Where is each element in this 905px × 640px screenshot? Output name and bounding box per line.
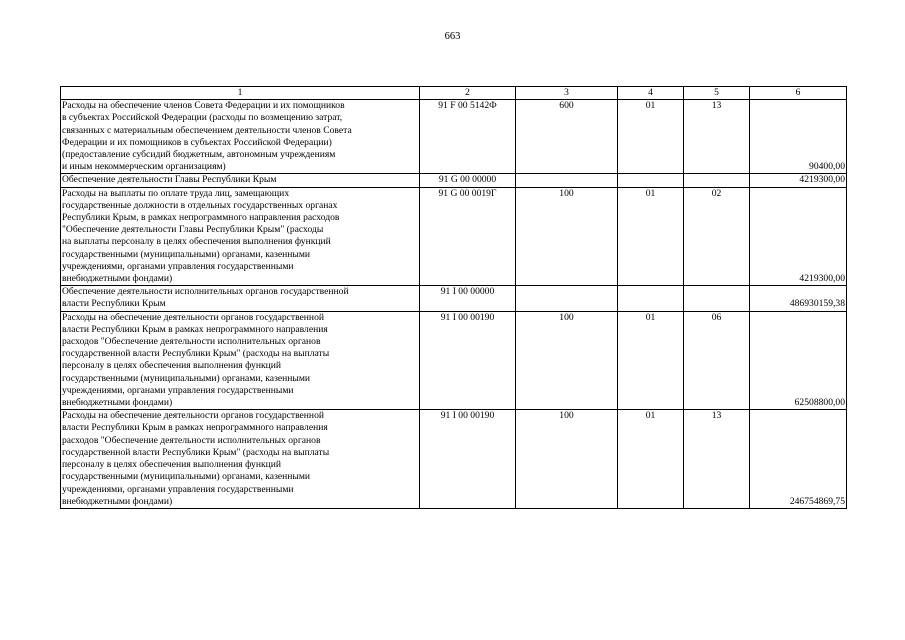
table-header-row: [61, 87, 847, 100]
table-row: [61, 187, 847, 286]
budget-table: [60, 86, 847, 509]
expense-name-cell: Расходы на обеспечение деятельности органов государственной власти Республики Крым в рамках непрограммного направления расходов "Обеспечение деятельности исполнительных органов государственной власти Республики Крым" (расходы на выплаты персоналу в целях обеспечения выполнения функций государственными (муниципальными) органами, казенными учреждениями, органами управления государственными внебюджетными фондами): [61, 410, 420, 509]
target-code-cell: 91 F 00 5142Ф: [420, 100, 516, 174]
section-cell: [618, 286, 684, 311]
header-cell: 5: [684, 87, 750, 100]
expense-name-cell: Обеспечение деятельности Главы Республики Крым: [61, 174, 420, 187]
subsection-cell: 02: [684, 187, 750, 286]
expense-name-cell: Расходы на выплаты по оплате труда лиц, замещающих государственные должности в отдельных государственных органах Республики Крым, в рамках непрограммного направления расходов "Обеспечение деятельности Главы Республики Крым" (расходы на выплаты персоналу в целях обеспечения выполнения функций государственными (муниципальными) органами, казенными учреждениями, органами управления государственными внебюджетными фондами): [61, 187, 420, 286]
amount-cell: 246754869,75: [750, 410, 847, 509]
amount-cell: 4219300,00: [750, 174, 847, 187]
header-cell: 2: [420, 87, 516, 100]
header-cell: 6: [750, 87, 847, 100]
amount-cell: 486930159,38: [750, 286, 847, 311]
expense-name-cell: Расходы на обеспечение деятельности органов государственной власти Республики Крым в рамках непрограммного направления расходов "Обеспечение деятельности исполнительных органов государственной власти Республики Крым" (расходы на выплаты персоналу в целях обеспечения выполнения функций государственными (муниципальными) органами, казенными учреждениями, органами управления государственными внебюджетными фондами): [61, 311, 420, 410]
section-cell: 01: [618, 311, 684, 410]
header-cell: 4: [618, 87, 684, 100]
header-cell: 3: [516, 87, 618, 100]
section-cell: 01: [618, 187, 684, 286]
section-cell: 01: [618, 100, 684, 174]
expense-type-cell: [516, 286, 618, 311]
table-row: [61, 311, 847, 410]
expense-type-cell: 100: [516, 410, 618, 509]
expense-type-cell: 100: [516, 311, 618, 410]
target-code-cell: 91 G 00 00000: [420, 174, 516, 187]
expense-type-cell: 600: [516, 100, 618, 174]
amount-cell: 4219300,00: [750, 187, 847, 286]
expense-name-cell: Расходы на обеспечение членов Совета Федерации и их помощников в субъектах Российской Федерации (расходы по возмещению затрат, связанных с материальным обеспечением деятельности членов Совета Федерации и их помощников в субъектах Российской Федерации) (предоставление субсидий бюджетным, автономным учреждениям и иным некоммерческим организациям): [61, 100, 420, 174]
section-cell: [618, 174, 684, 187]
target-code-cell: 91 I 00 00190: [420, 410, 516, 509]
target-code-cell: 91 I 00 00000: [420, 286, 516, 311]
header-cell: 1: [61, 87, 420, 100]
table-row: [61, 174, 847, 187]
expense-name-cell: Обеспечение деятельности исполнительных органов государственной власти Республики Крым: [61, 286, 420, 311]
expense-type-cell: [516, 174, 618, 187]
table-row: [61, 286, 847, 311]
subsection-cell: 13: [684, 100, 750, 174]
expense-type-cell: 100: [516, 187, 618, 286]
table-row: [61, 100, 847, 174]
target-code-cell: 91 G 00 0019Г: [420, 187, 516, 286]
subsection-cell: 13: [684, 410, 750, 509]
subsection-cell: [684, 286, 750, 311]
table-row: [61, 410, 847, 509]
subsection-cell: [684, 174, 750, 187]
amount-cell: 90400,00: [750, 100, 847, 174]
section-cell: 01: [618, 410, 684, 509]
subsection-cell: 06: [684, 311, 750, 410]
target-code-cell: 91 I 00 00190: [420, 311, 516, 410]
page-number: 663: [444, 31, 461, 42]
amount-cell: 62508800,00: [750, 311, 847, 410]
